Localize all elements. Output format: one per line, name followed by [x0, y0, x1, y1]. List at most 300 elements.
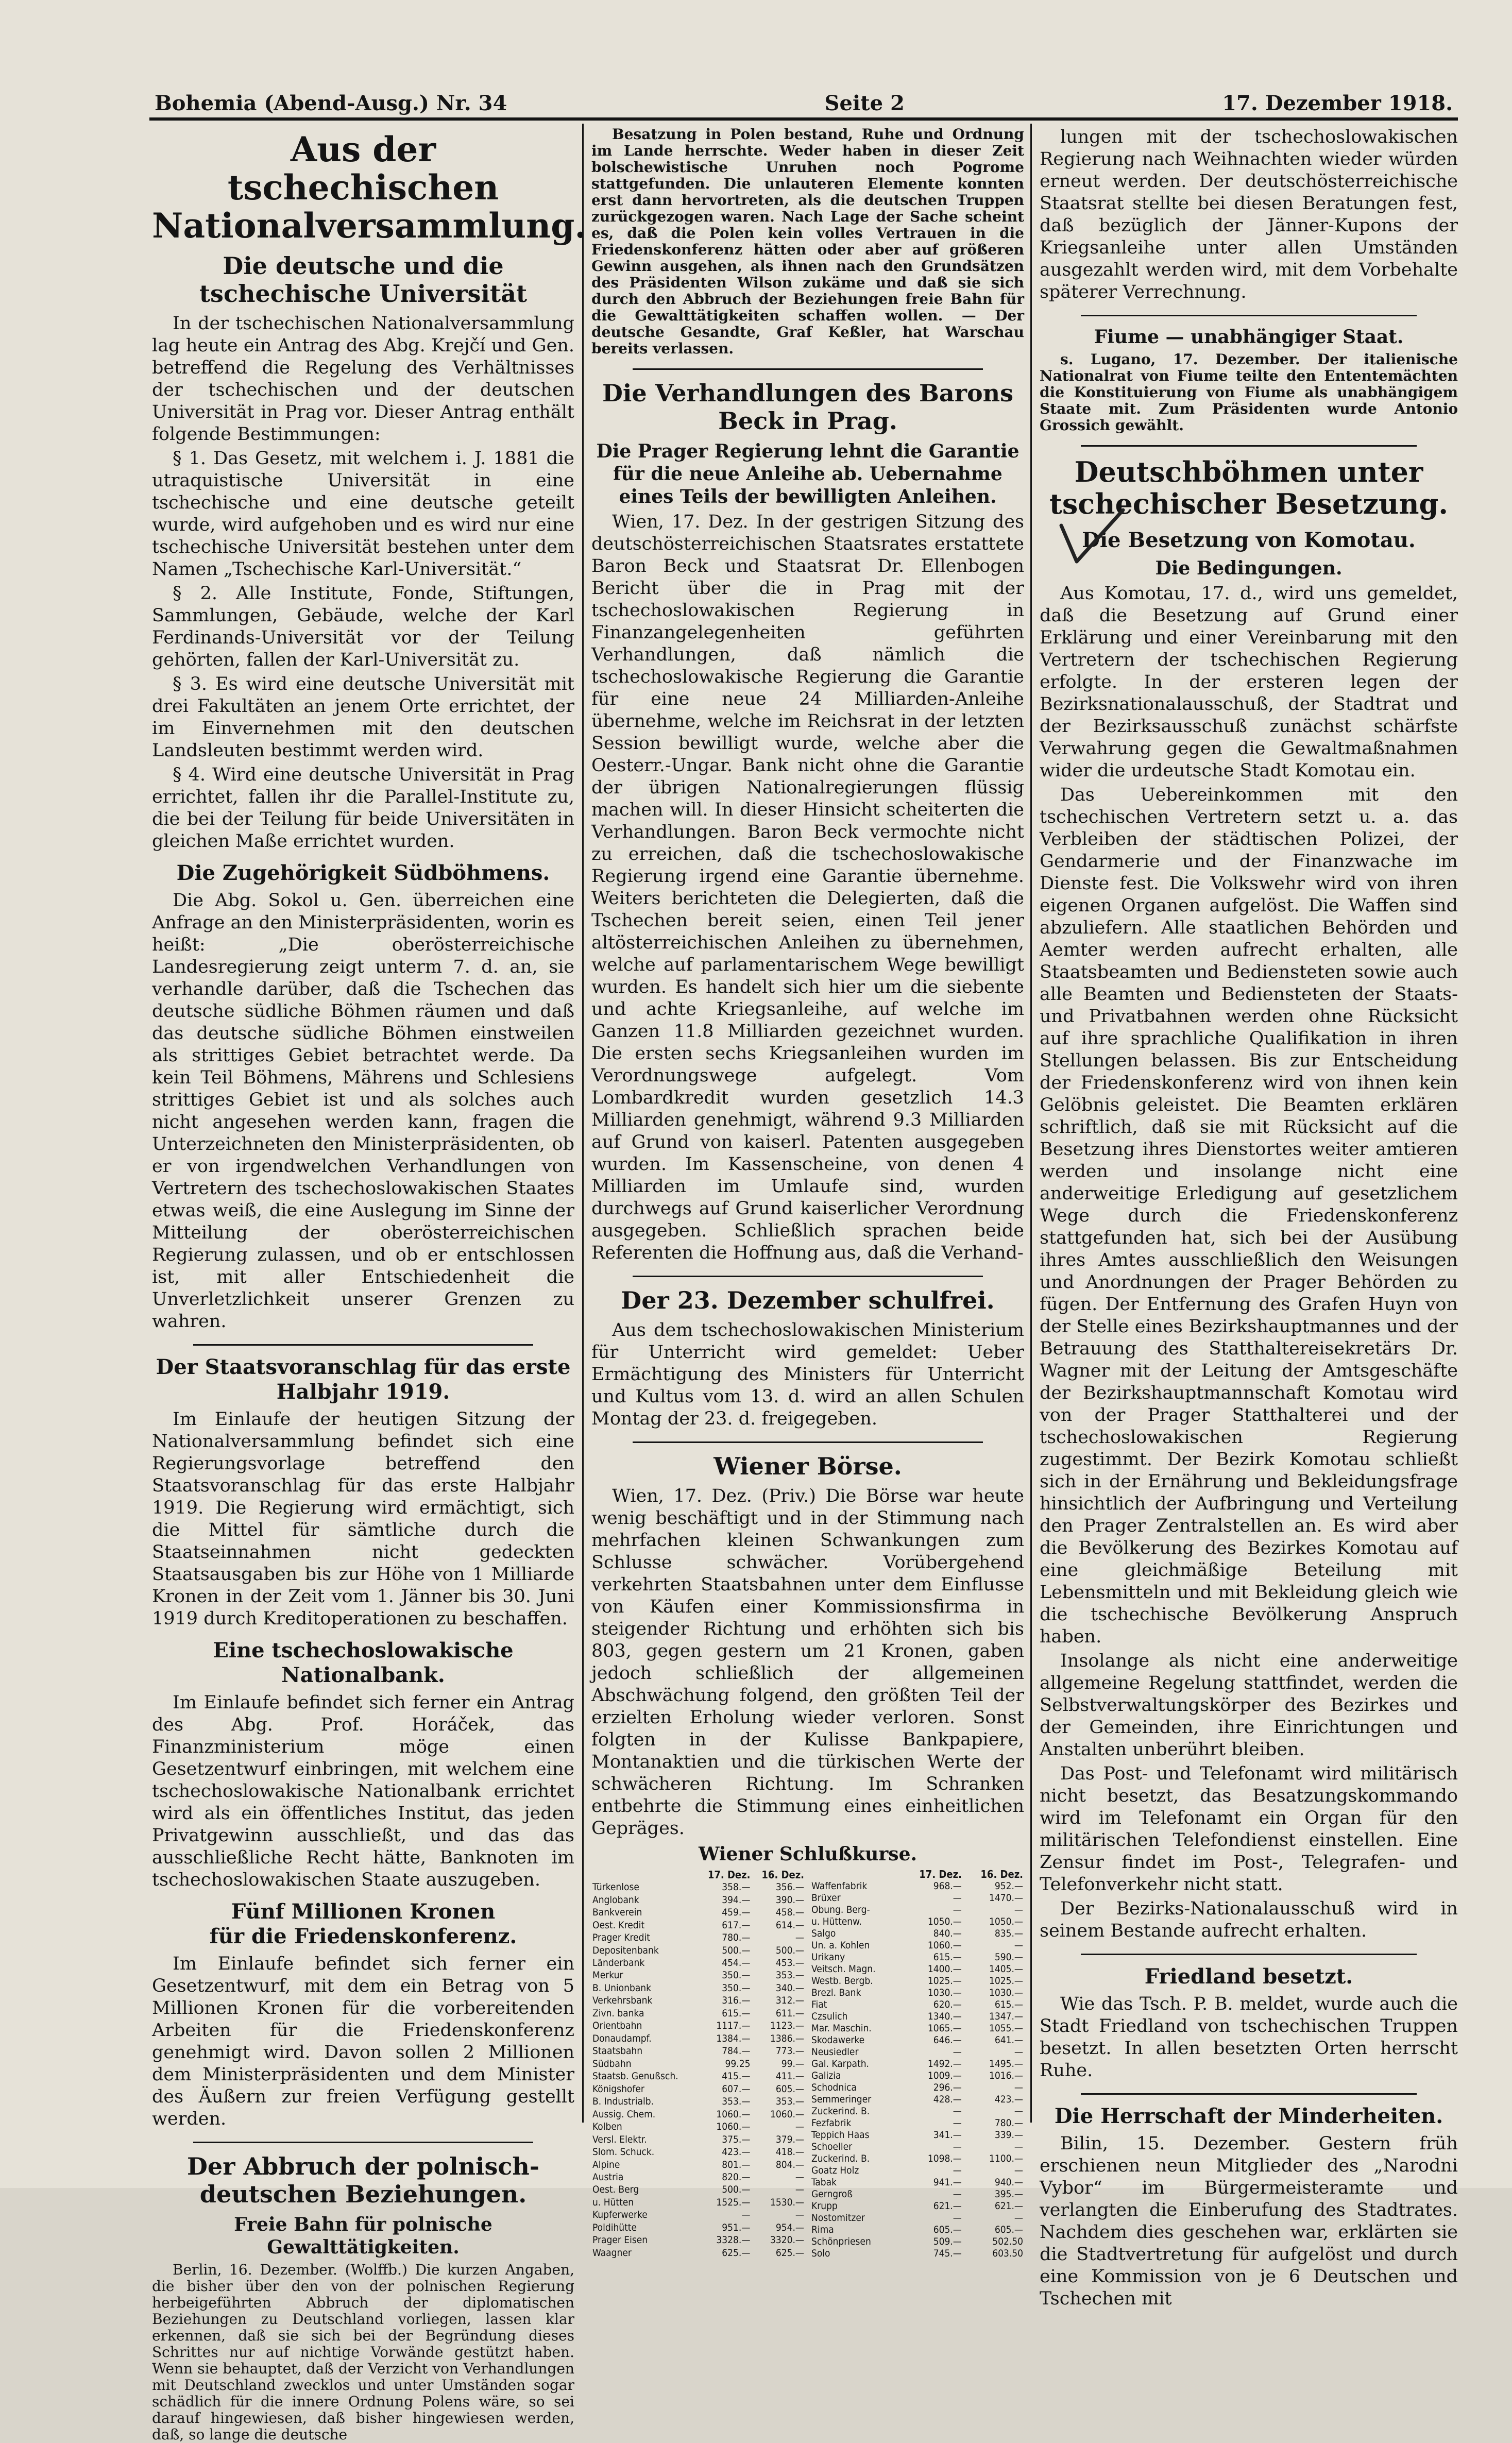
section-body-staatsvoranschlag	[152, 1409, 574, 1630]
kurse-row	[810, 2129, 1024, 2141]
kurse-value-cell: —	[1014, 1904, 1023, 1915]
kurse-name-cell: Urikany	[811, 1952, 845, 1963]
kurse-name-cell: Oest. Kredit	[592, 1919, 645, 1931]
kurse-value-cell: 296.—	[933, 2082, 962, 2093]
kurse-row	[591, 1982, 805, 1994]
kurse-value-cell: 509.—	[933, 2236, 962, 2247]
kurse-value-cell: 1492.—	[927, 2058, 962, 2069]
kurse-value-cell: 1530.—	[770, 2196, 804, 2208]
kurse-value-cell: 502.50	[992, 2236, 1023, 2247]
kurse-value-cell: 500.—	[775, 1944, 804, 1956]
section-head-baron-beck: Die Verhandlungen des Barons Beck in Prag.	[602, 379, 1013, 435]
section-body-komotau	[1040, 583, 1458, 1942]
kurse-row	[810, 2153, 1024, 2165]
kurse-row	[591, 2171, 805, 2183]
kurse-header-cell: 16. Dez.	[761, 1868, 804, 1881]
kurse-header-cell: 17. Dez.	[707, 1868, 751, 1881]
kurse-value-cell: 350.—	[722, 1970, 751, 1981]
kurse-value-cell: 1470.—	[989, 1892, 1023, 1904]
kurse-name-cell: Tabak	[811, 2177, 837, 2188]
kurse-value-cell: 621.—	[994, 2200, 1023, 2212]
kurse-value-cell: 418.—	[775, 2146, 804, 2158]
paragraph: Bilin, 15. Dezember. Gestern früh erschienen neun Mitglieder des „Narodni Vybor“ im Bürgermeisteramte und verlangten die Einberufung des Stadtrates. Nachdem dies geschehen war, erklärten sie die Stadtvertretung für aufgelöst und durch eine Kommission von je 6 Deutschen und Tschechen mit	[1040, 2133, 1458, 2309]
kurse-value-cell: —	[1014, 2212, 1023, 2224]
kurse-row	[591, 2247, 805, 2260]
kurse-value-cell: 1060.—	[716, 2121, 751, 2133]
kurse-value-cell: 801.—	[722, 2159, 751, 2170]
paragraph: Im Einlaufe der heutigen Sitzung der Nationalversammlung befindet sich eine Regierungsvorlage betreffend den Staatsvoranschlag für das erste Halbjahr 1919. Die Regierung wird ermächtigt, sich die Mittel für sämtliche durch die Staatseinnahmen nicht gedeckten Staatsausgaben bis zur Höhe von 1 Milliarde Kronen in der Zeit vom 1. Jänner bis 30. Juni 1919 durch Kreditoperationen zu beschaffen.	[152, 1409, 574, 1629]
kurse-value-cell: —	[1014, 2046, 1023, 2058]
kurse-value-cell: 968.—	[933, 1880, 962, 1892]
kurse-row	[810, 2082, 1024, 2094]
kurse-row	[810, 1916, 1024, 1928]
kurse-value-cell: 356.—	[775, 1881, 804, 1893]
kurse-value-cell: —	[1014, 2106, 1023, 2117]
section-body-schulfrei	[591, 1319, 1024, 1430]
kurse-value-cell: —	[1014, 2082, 1023, 2093]
section-head-wiener-boerse: Wiener Börse.	[713, 1452, 902, 1480]
kurse-name-cell: Teppich Haas	[811, 2129, 870, 2141]
kurse-value-cell: 1055.—	[989, 2023, 1023, 2034]
kurse-value-cell: 621.—	[933, 2200, 962, 2212]
kurse-value-cell: 820.—	[722, 2171, 751, 2183]
paragraph: Der Bezirks-Nationalausschuß wird in seinem Bestande aufrecht erhalten.	[1040, 1898, 1458, 1941]
kurse-name-cell: Rima	[811, 2224, 834, 2235]
kurse-row	[591, 2032, 805, 2045]
kurse-name-cell: Zuckerind. B.	[811, 2106, 870, 2117]
section-subhead-abbruch: Freie Bahn für polnische Gewalttätigkeiten.	[234, 2214, 492, 2258]
kurse-value-cell: 804.—	[775, 2159, 804, 2170]
kurse-row	[591, 1995, 805, 2007]
kurse-row	[810, 2117, 1024, 2129]
section-head-suedboehmen: Die Zugehörigkeit Südböhmens.	[176, 861, 550, 885]
kurse-value-cell: 1384.—	[716, 2032, 751, 2044]
paragraph: lungen mit der tschechoslowakischen Regierung nach Weihnachten wieder würden erneut werden. Der deutschösterreichische Staatsrat stellte bei diesen Beratungen fest, daß bezüglich der Jänner-Kupons der Kriegsanleihe unter allen Umständen ausgezahlt werden wird, mit dem Vorbehalte späterer Verrechnung.	[1040, 127, 1458, 302]
kurse-row	[810, 2106, 1024, 2117]
kurse-value-cell: 394.—	[722, 1894, 751, 1906]
kurse-value-cell: 615.—	[933, 1952, 962, 1963]
kurse-header-row	[591, 1869, 805, 1881]
kurse-value-cell: —	[953, 2188, 962, 2200]
kurse-header-cell	[810, 1869, 902, 1880]
kurse-row	[591, 2209, 805, 2221]
column-rule-2	[1030, 124, 1032, 2123]
section-head-abbruch: Der Abbruch der polnisch-deutschen Beziehungen.	[187, 2152, 539, 2208]
paragraph: Das Post- und Telefonamt wird militärisch nicht besetzt, das Besatzungskommando wird im Telefonamt ein Organ für den militärischen Telefondienst einstellen. Eine Zensur findet im Post-, Telegrafen- und Telefonverkehr nicht statt.	[1040, 1763, 1458, 1895]
kurse-value-cell: —	[1014, 2141, 1023, 2152]
kurse-row	[810, 2188, 1024, 2200]
kurse-value-cell: 339.—	[994, 2129, 1023, 2141]
kurse-value-cell: 784.—	[722, 2045, 751, 2057]
kurse-name-cell: Zivn. banka	[592, 2007, 644, 2019]
divider	[1081, 2093, 1417, 2095]
kurse-name-cell: Prager Kredit	[592, 1932, 650, 1944]
kurse-row	[591, 2071, 805, 2083]
kurse-row	[810, 1963, 1024, 1975]
divider	[1081, 315, 1417, 316]
kurse-table-right	[810, 1869, 1024, 2260]
kurse-name-cell: Schodnica	[811, 2082, 857, 2093]
kurse-value-cell: 415.—	[722, 2071, 751, 2082]
kurse-value-cell: 99.—	[781, 2058, 804, 2069]
kurse-name-cell: Staatsbahn	[592, 2045, 643, 2057]
section-body-minderheiten	[1040, 2133, 1458, 2310]
kurse-value-cell: 312.—	[775, 1995, 804, 2007]
kurse-value-cell: —	[953, 2165, 962, 2176]
kurse-value-cell: 353.—	[775, 2096, 804, 2108]
kurse-value-cell: 353.—	[722, 2096, 751, 2108]
section-body-suedboehmen	[152, 890, 574, 1333]
kurse-header-cell: 17. Dez.	[919, 1868, 962, 1880]
kurse-value-cell: 350.—	[722, 1982, 751, 1994]
paragraph: Die Abg. Sokol u. Gen. überreichen eine Anfrage an den Ministerpräsidenten, worin es heißt: „Die oberösterreichische Landesregierung zeigt unterm 7. d. an, sie verhandle darüber, daß die Tschechen das deutsche südliche Böhmen räumen und daß das deutsche südliche Böhmen einstweilen als strittiges Gebiet betrachtet werde. Da kein Teil Böhmens, Mährens und Schlesiens strittiges Gebiet ist und als solches auch nicht angesehen werden kann, fragen die Unterzeichneten den Ministerpräsidenten, ob er von irgendwelchen Verhandlungen von Vertretern des tschechoslowakischen Staates etwas weiß, die eine Auslegung im Sinne der Mitteilung der oberösterreichischen Regierung zulassen, und ob er entschlossen ist, mit aller Entschiedenheit die Unverletzlichkeit unserer Grenzen zu wahren.	[152, 890, 574, 1332]
kurse-name-cell: B. Unionbank	[592, 1982, 652, 1994]
kurse-row	[591, 1894, 805, 1906]
divider	[193, 1344, 533, 1346]
kurse-name-cell: Brezl. Bank	[811, 1987, 861, 1998]
kurse-value-cell: —	[953, 1904, 962, 1915]
section-body-wiener-boerse	[591, 1485, 1024, 1840]
kurse-row	[591, 1906, 805, 1919]
section-subhead-baron-beck: Die Prager Regierung lehnt die Garantie für die neue Anleihe ab. Uebernahme eines Teils der bewilligten Anleihen.	[596, 440, 1020, 507]
kurse-row	[591, 1919, 805, 1931]
kurse-value-cell: 940.—	[994, 2177, 1023, 2188]
kurse-row	[591, 2133, 805, 2146]
kurse-name-cell: Fezfabrik	[811, 2117, 852, 2129]
paragraph: s. Lugano, 17. Dezember. Der italienische Nationalrat von Fiume teilte den Ententemächten die Konstituierung von Fiume als unabhängigem Staate mit. Zum Präsidenten wurde Antonio Grossich gewählt.	[1040, 351, 1458, 434]
kurse-name-cell: Slom. Schuck.	[592, 2146, 655, 2158]
section-head-minderheiten: Die Herrschaft der Minderheiten.	[1054, 2104, 1443, 2128]
header-rule	[149, 117, 1458, 121]
header-page-number: Seite 2	[824, 91, 905, 115]
kurse-value-cell: 1098.—	[927, 2153, 962, 2164]
kurse-value-cell: 99.25	[725, 2058, 751, 2069]
paragraph: § 4. Wird eine deutsche Universität in Prag errichtet, fallen ihr die Parallel-Institute zu, die bei der Teilung für beide Universitäten in gleichen Maße errichtet wurden.	[152, 765, 574, 852]
kurse-row	[591, 2007, 805, 2020]
kurse-name-cell: Gerngroß	[811, 2188, 853, 2200]
kurse-value-cell: 1340.—	[927, 2011, 962, 2022]
section-head-friedland: Friedland besetzt.	[1144, 1964, 1353, 1989]
kurse-value-cell: —	[953, 2212, 962, 2224]
paragraph: Wien, 17. Dez. In der gestrigen Sitzung des deutschösterreichischen Staatsrates erstattete Baron Beck und Staatsrat Dr. Ellenbogen Bericht über die in Prag mit der tschechoslowakischen Regierung in Finanzangelegenheiten geführten Verhandlungen, daß nämlich die tschechoslowakische Regierung die Garantie für eine neue 24 Milliarden-Anleihe übernehme, welche im Reichsrat in der letzten Session bewilligt wurde, welche aber die Oesterr.-Ungar. Bank nicht ohne die Garantie der übrigen Nationalregierungen flüssig machen will. In dieser Hinsicht scheiterten die Verhandlungen. Baron Beck vermochte nicht zu erreichen, daß die tschechoslowakische Regierung irgend eine Garantie übernehme. Weiters berichteten die Delegierten, daß die Tschechen bereit seien, einen Teil jener altösterreichischen Anleihen zu übernehmen, welche auf parlamentarischem Wege bewilligt wurden. Es handelt sich hier um die siebente und achte Kriegsanleihe, auf welche im Ganzen 11.8 Milliarden gezeichnet wurden. Die ersten sechs Kriegsanleihen wurden im Verordnungswege aufgelegt. Vom Lombardkredit wurden gesetzlich 14.3 Milliarden genehmigt, während 9.3 Milliarden auf Grund von kaiserl. Patenten ausgegeben wurden. Im Kassenscheine, von denen 4 Milliarden im Umlaufe sind, wurden durchwegs auf Grund kaiserlicher Verordnung ausgegeben. Schließlich sprachen beide Referenten die Hoffnung aus, daß die Verhand-	[591, 512, 1024, 1263]
kurse-value-cell: —	[795, 2121, 804, 2133]
kurse-row	[810, 1928, 1024, 1940]
kurse-name-cell: Veitsch. Magn.	[811, 1963, 876, 1975]
kurse-row	[810, 2177, 1024, 2188]
kurse-value-cell: 375.—	[722, 2133, 751, 2145]
kurse-value-cell: 1050.—	[927, 1916, 962, 1927]
column-1	[152, 126, 587, 2443]
kurse-value-cell: 1347.—	[989, 2011, 1023, 2022]
section-subhead-bedingungen: Die Bedingungen.	[1155, 557, 1343, 579]
kurse-value-cell: 1065.—	[927, 2023, 962, 2034]
kurse-value-cell: —	[953, 2046, 962, 2058]
kurse-row	[810, 1904, 1024, 1916]
kurse-value-cell: 1405.—	[989, 1963, 1023, 1975]
kurse-value-cell: 411.—	[775, 2071, 804, 2082]
kurse-value-cell: 646.—	[933, 2034, 962, 2046]
kurse-value-cell: 611.—	[775, 2007, 804, 2019]
kurse-row	[591, 2196, 805, 2209]
kurse-value-cell: —	[953, 2117, 962, 2129]
section-body-friedland	[1040, 1993, 1458, 2082]
section-head-nationalbank: Eine tschechoslowakische Nationalbank.	[213, 1638, 514, 1687]
kurse-value-cell: 500.—	[722, 1944, 751, 1956]
kurse-row	[810, 2094, 1024, 2106]
kurse-value-cell: 1060.—	[927, 1940, 962, 1951]
kurse-value-cell: 1009.—	[927, 2070, 962, 2081]
kurse-row	[810, 2165, 1024, 2177]
kurse-name-cell: u. Hüttenw.	[811, 1916, 862, 1927]
kurse-value-cell: 454.—	[722, 1957, 751, 1969]
kurse-value-cell: 423.—	[994, 2094, 1023, 2105]
kurse-name-cell: Oest. Berg	[592, 2184, 639, 2196]
kurse-value-cell: 1016.—	[989, 2070, 1023, 2081]
kurse-value-cell: 358.—	[722, 1881, 751, 1893]
kurse-value-cell: —	[795, 2184, 804, 2196]
kurse-value-cell: 341.—	[933, 2129, 962, 2141]
page-header	[155, 77, 1453, 115]
kurse-row	[591, 2045, 805, 2058]
kurse-name-cell: Neusiedler	[811, 2046, 859, 2058]
kurse-name-cell: Kolben	[592, 2121, 622, 2133]
kurse-name-cell: Anglobank	[592, 1894, 639, 1906]
kurse-value-cell: 1386.—	[770, 2032, 804, 2044]
kurse-row	[810, 2200, 1024, 2212]
kurse-name-cell: Krupp	[811, 2200, 838, 2212]
paragraph: Das Uebereinkommen mit den tschechischen Vertretern setzt u. a. das Verbleiben der städtischen Polizei, der Gendarmerie und der Finanzwache im Dienste fest. Die Volkswehr wird von ihren eigenen Organen aufgelöst. Die Waffen sind abzuliefern. Alle staatlichen Behörden und Aemter werden aufrecht erhalten, alle Staatsbeamten und Bediensteten sowie auch alle Beamten und Bediensteten der Staats- und Privatbahnen werden ohne Rücksicht auf ihre sprachliche Qualifikation in ihren Stellungen belassen. Bis zur Entscheidung der Friedenskonferenz wird von ihnen kein Gelöbnis geleistet. Die Beamten erklären schriftlich, daß sie mit Rücksicht auf die Besetzung ihres Dienstortes weiter amtieren werden und insolange nicht eine anderweitige Erledigung auf gesetzlichem Wege durch die Friedenskonferenz stattgefunden hat, sich bei der Ausübung ihres Amtes ausschließlich den Weisungen und Anordnungen der Prager Behörden zu fügen. Der Entfernung des Grafen Huyn von der Stelle eines Bezirkshauptmannes und der Betrauung des Statthaltereisekretärs Dr. Wagner mit der Leitung der Amtsgeschäfte der Bezirkshauptmannschaft Komotau wird von der Prager Statthalterei und der tschechoslowakischen Regierung zugestimmt. Der Bezirk Komotau schließt sich in der Ernährung und Bekleidungsfrage hinsichtlich der Aufbringung und Verteilung den Prager Zentralstellen an. Es wird aber die Bevölkerung des Bezirkes Komotau auf eine gleichmäßige Beteilung mit Lebensmitteln und mit Bekleidung gleich wie die tschechische Bevölkerung Anspruch haben.	[1040, 785, 1458, 1647]
kurse-row	[810, 2236, 1024, 2248]
kurse-header-row	[810, 1869, 1024, 1880]
kurse-row	[591, 2083, 805, 2095]
kurse-value-cell: 941.—	[933, 2177, 962, 2188]
kurse-name-cell: Mar. Maschin.	[811, 2023, 872, 2034]
paragraph: Im Einlaufe befindet sich ferner ein Antrag des Abg. Prof. Horáček, das Finanzministerium möge einen Gesetzentwurf einbringen, mit welchem eine tschechoslowakische Nationalbank errichtet wird als ein öffentliches Institut, das jeden Privatgewinn ausschließt, und das das ausschließliche Recht hätte, Banknoten im tschechoslowakischen Staate auszugeben.	[152, 1692, 574, 1890]
kurse-value-cell: 780.—	[994, 2117, 1023, 2129]
kurse-value-cell: 1525.—	[716, 2196, 751, 2208]
kurse-value-cell: —	[1014, 2165, 1023, 2176]
kurse-value-cell: 1117.—	[716, 2020, 751, 2032]
kurse-row	[591, 2020, 805, 2032]
kurse-name-cell: Nostomitzer	[811, 2212, 865, 2224]
kurse-value-cell: 379.—	[775, 2133, 804, 2145]
kurse-value-cell: 395.—	[994, 2188, 1023, 2200]
header-date: 17. Dezember 1918.	[1222, 91, 1453, 115]
paragraph: Berlin, 16. Dezember. (Wolffb.) Die kurzen Angaben, die bisher über den von der polnischen Regierung herbeigeführten Abbruch der diplomatischen Beziehungen zu Deutschland vorliegen, lassen klar erkennen, daß sie sich bei der Begründung dieses Schrittes nur auf nichtige Vorwände gestützt haben. Wenn sie behauptet, daß der Verzicht von Verhandlungen mit Deutschland zwecklos und unter Umständen sogar schädlich für die innere Ordnung Polens wäre, so sei darauf hingewiesen, daß bisher hingewiesen werden, daß, so lange die deutsche	[152, 2261, 574, 2443]
kurse-row	[810, 1952, 1024, 1963]
kurse-value-cell: 745.—	[933, 2248, 962, 2259]
kurse-row	[810, 2141, 1024, 2153]
paragraph: Besatzung in Polen bestand, Ruhe und Ordnung im Lande herrschte. Weder haben in dieser Zeit bolschewistische Unruhen noch Pogrome stattgefunden. Die unlauteren Elemente konnten erst dann hervortreten, als die deutschen Truppen zurückgezogen waren. Nach Lage der Sache scheint es, daß die Polen kein volles Vertrauen in die Friedenskonferenz hätten oder aber auf größeren Gewinn ausgehen, als ihnen nach den Grundsätzen des Präsidenten Wilson zukäme und daß sie sich durch den Abbruch der Beziehungen freie Bahn für die Gewalttätigkeiten schaffen wollen. — Der deutsche Gesandte, Graf Keßler, hat Warschau bereits verlassen.	[591, 126, 1024, 357]
kurse-row	[591, 2108, 805, 2120]
kurse-value-cell: 428.—	[933, 2094, 962, 2105]
kurse-row	[591, 2120, 805, 2133]
kurse-name-cell: Prager Eisen	[592, 2234, 648, 2246]
kurse-value-cell: 1030.—	[989, 1987, 1023, 1998]
kurse-row	[810, 1940, 1024, 1952]
kurse-name-cell: Königshofer	[592, 2083, 644, 2095]
kurse-name-cell: Verkehrsbank	[592, 1995, 653, 2007]
kurse-name-cell: Donaudampf.	[592, 2032, 652, 2044]
paragraph: In der tschechischen Nationalversammlung lag heute ein Antrag des Abg. Krejčí und Gen. betreffend die Regelung des Verhältnisses der tschechischen und der deutschen Universität in Prag vor. Dieser Antrag enthält folgende Bestimmungen:	[152, 313, 574, 445]
kurse-value-cell: —	[795, 2171, 804, 2183]
kurse-value-cell: 459.—	[722, 1907, 751, 1919]
kurse-row	[810, 2011, 1024, 2023]
kurse-value-cell: 3328.—	[716, 2234, 751, 2246]
kurse-value-cell: 316.—	[722, 1995, 751, 2007]
kurse-name-cell: Skodawerke	[811, 2034, 865, 2046]
kurse-name-cell: B. Industrialb.	[592, 2096, 654, 2108]
paragraph: § 3. Es wird eine deutsche Universität mit drei Fakultäten an jenem Orte errichtet, der im Einvernehmen mit den deutschen Landsleuten bestimmt werden wird.	[152, 674, 574, 761]
kurse-value-cell: 423.—	[722, 2146, 751, 2158]
kurse-name-cell: Poldihütte	[592, 2221, 637, 2233]
kurse-value-cell: 605.—	[994, 2224, 1023, 2235]
kurse-header-cell: 16. Dez.	[980, 1868, 1023, 1880]
kurse-row	[810, 2046, 1024, 2058]
kurse-row	[810, 1975, 1024, 1987]
section-head-fuenf-millionen-2: für die Friedenskonferenz.	[209, 1924, 517, 1948]
kurse-row	[810, 1999, 1024, 2011]
kurse-value-cell: —	[953, 2106, 962, 2117]
kurse-name-cell: Aussig. Chem.	[592, 2108, 656, 2120]
column-3	[1040, 126, 1458, 2309]
kurse-value-cell: 603.50	[992, 2248, 1023, 2259]
section-body-universitaet	[152, 313, 574, 853]
kurse-value-cell: 952.—	[994, 1880, 1023, 1892]
kurse-value-cell: 605.—	[933, 2224, 962, 2235]
section-body-verhandlungen-continued	[1040, 126, 1458, 303]
kurse-name-cell: Südbahn	[592, 2058, 632, 2069]
kurse-row	[810, 2070, 1024, 2082]
kurse-name-cell: Orientbahn	[592, 2020, 642, 2032]
kurse-row	[591, 1881, 805, 1893]
kurse-row	[810, 2034, 1024, 2046]
kurse-title: Wiener Schlußkurse.	[698, 1843, 918, 1865]
kurse-value-cell: 340.—	[775, 1982, 804, 1994]
kurse-value-cell: 1060.—	[770, 2108, 804, 2120]
handwritten-checkmark	[1056, 505, 1128, 567]
kurse-row	[591, 2221, 805, 2234]
kurse-name-cell: Brüxer	[811, 1892, 841, 1904]
kurse-value-cell: 620.—	[933, 1999, 962, 2010]
kurse-header-cell	[591, 1869, 698, 1881]
kurse-row	[591, 2184, 805, 2196]
kurse-name-cell: Fiat	[811, 1999, 827, 2010]
kurse-name-cell: Bankverein	[592, 1907, 642, 1919]
kurse-name-cell: Semmeringer	[811, 2094, 872, 2105]
kurse-value-cell: 1025.—	[989, 1975, 1023, 1987]
kurse-row	[591, 2234, 805, 2247]
kurse-name-cell: Depositenbank	[592, 1944, 659, 1956]
divider	[633, 368, 983, 370]
divider	[1081, 445, 1417, 447]
kurse-name-cell: Kupferwerke	[592, 2209, 648, 2221]
kurse-name-cell: Salgo	[811, 1928, 836, 1939]
divider	[633, 1441, 983, 1443]
kurse-table-left	[591, 1869, 805, 2260]
kurse-name-cell: Austria	[592, 2171, 624, 2183]
kurse-name-cell: Czsulich	[811, 2011, 848, 2022]
column-2	[591, 126, 1024, 2259]
kurse-value-cell: 3320.—	[770, 2234, 804, 2246]
kurse-name-cell: Staatsb. Genußsch.	[592, 2071, 678, 2082]
kurse-name-cell: Westb. Bergb.	[811, 1975, 873, 1987]
header-issue: Bohemia (Abend-Ausg.) Nr. 34	[155, 91, 507, 115]
section-head-komotau: Die Besetzung von Komotau.	[1082, 528, 1416, 552]
kurse-name-cell: Gal. Karpath.	[811, 2058, 869, 2069]
section-head-staatsvoranschlag: Der Staatsvoranschlag für das erste Halbjahr 1919.	[156, 1355, 571, 1404]
kurse-value-cell: 1400.—	[927, 1963, 962, 1975]
kurse-name-cell: Un. a. Kohlen	[811, 1940, 870, 1951]
kurse-value-cell: 835.—	[994, 1928, 1023, 1939]
section-body-fiume	[1040, 351, 1458, 434]
kurse-row	[591, 1957, 805, 1969]
paragraph: § 1. Das Gesetz, mit welchem i. J. 1881 die utraquistische Universität in eine tschechische und eine deutsche geteilt wurde, wird aufgehoben und es wird nur eine tschechische Universität bestehen unter dem Namen „Tschechische Karl-Universität.“	[152, 448, 574, 580]
kurse-row	[810, 2023, 1024, 2034]
article-title-deutschboehmen: Deutschböhmen unter tschechischer Besetzung.	[1049, 455, 1449, 520]
kurse-value-cell: 1025.—	[927, 1975, 962, 1987]
kurse-name-cell: Solo	[811, 2248, 830, 2259]
kurse-value-cell: 1123.—	[770, 2020, 804, 2032]
kurse-value-cell: 1060.—	[716, 2108, 751, 2120]
divider	[193, 2142, 533, 2143]
kurse-name-cell: Galizia	[811, 2070, 841, 2081]
divider	[633, 1276, 983, 1277]
kurse-name-cell: Türkenlose	[592, 1881, 639, 1893]
section-body-abbruch	[152, 2262, 574, 2443]
paragraph: Wie das Tsch. P. B. meldet, wurde auch die Stadt Friedland von tschechischen Truppen besetzt. In allen besetzten Orten herrscht Ruhe.	[1040, 1994, 1458, 2081]
section-body-nationalbank	[152, 1692, 574, 1891]
kurse-row	[810, 2212, 1024, 2224]
kurse-row	[810, 1892, 1024, 1904]
article-title-nationalversammlung: Aus der tschechischen Nationalversammlung.	[152, 129, 587, 246]
kurse-name-cell: Obung. Berg-	[811, 1904, 870, 1915]
paragraph: Wien, 17. Dez. (Priv.) Die Börse war heute wenig beschäftigt und in der Stimmung nach mehrfachen kleinen Schwankungen zum Schlusse schwächer. Vorübergehend verkehrten Staatsbahnen unter dem Einflusse von Käufen einer Kommissionsfirma in steigender Richtung und erhöhten sich bis 803, gegen gestern um 21 Kronen, gaben jedoch schließlich der allgemeinen Abschwächung folgend, den größten Teil der erzielten Erholung wieder verloren. Sonst folgten in der Kulisse Bankpapiere, Montanaktien und die türkischen Werte der schwächeren Richtung. Im Schranken entbehrte die Stimmung eines einheitlichen Gepräges.	[591, 1486, 1024, 1839]
kurse-value-cell: 590.—	[994, 1952, 1023, 1963]
kurse-value-cell: 500.—	[722, 2184, 751, 2196]
kurse-name-cell: Waffenfabrik	[811, 1880, 868, 1892]
paragraph: § 2. Alle Institute, Fonde, Stiftungen, Sammlungen, Gebäude, welche der Karl Ferdinands-Universität vor der Teilung gehörten, fallen der Karl-Universität zu.	[152, 583, 574, 670]
kurse-value-cell: 625.—	[775, 2247, 804, 2259]
kurse-name-cell: Alpine	[592, 2159, 620, 2170]
kurse-value-cell: 458.—	[775, 1907, 804, 1919]
kurse-row	[591, 1970, 805, 1982]
kurse-value-cell: 615.—	[994, 1999, 1023, 2010]
kurse-name-cell: Länderbank	[592, 1957, 645, 1969]
kurse-value-cell: 840.—	[933, 1928, 962, 1939]
kurse-row	[591, 2146, 805, 2158]
kurse-value-cell: —	[795, 2209, 804, 2221]
kurse-value-cell: 641.—	[994, 2034, 1023, 2046]
section-head-fiume: Fiume — unabhängiger Staat.	[1094, 326, 1404, 348]
kurse-value-cell: 1495.—	[989, 2058, 1023, 2069]
kurse-value-cell: 353.—	[775, 1970, 804, 1981]
kurse-value-cell: 607.—	[722, 2083, 751, 2095]
kurse-value-cell: 605.—	[775, 2083, 804, 2095]
kurse-row	[591, 2058, 805, 2070]
kurse-row	[591, 2095, 805, 2108]
kurse-value-cell: 390.—	[775, 1894, 804, 1906]
kurse-value-cell: 625.—	[722, 2247, 751, 2259]
kurse-name-cell: Waagner	[592, 2247, 632, 2259]
kurse-name-cell: Versl. Elektr.	[592, 2133, 647, 2145]
kurse-value-cell: 617.—	[722, 1919, 751, 1931]
paragraph: Im Einlaufe befindet sich ferner ein Gesetzentwurf, mit dem ein Betrag von 5 Millionen Kronen für die vorbereitenden Arbeiten für die Friedenskonferenz genehmigt wird. Davon sollen 2 Millionen dem Ministerpräsidenten und dem Minister des Äußern zur freien Verfügung gestellt werden.	[152, 1954, 574, 2129]
kurse-name-cell: Goatz Holz	[811, 2165, 859, 2176]
kurse-row	[810, 1880, 1024, 1892]
paragraph: Insolange als nicht eine anderweitige allgemeine Regelung stattfindet, werden die Selbstverwaltungskörper des Bezirkes und der Gemeinden, ihre Einrichtungen und Anstalten unberührt bleiben.	[1040, 1651, 1458, 1760]
kurse-value-cell: 954.—	[775, 2221, 804, 2233]
